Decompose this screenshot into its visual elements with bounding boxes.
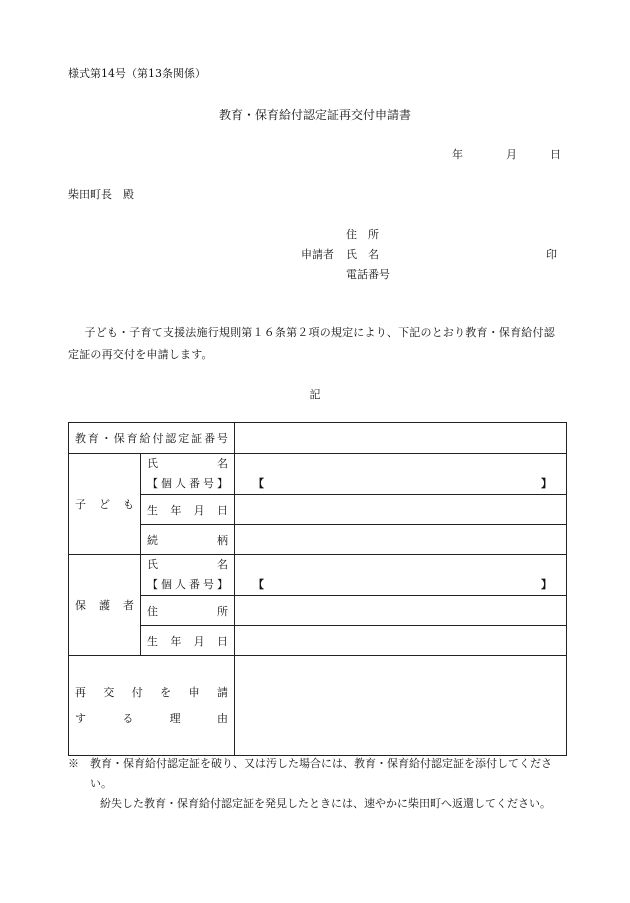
addressee: 柴田町長 殿 [68, 188, 134, 201]
guardian-address-field[interactable] [235, 596, 567, 626]
note-damaged: ※ 教育・保育給付認定証を破り、又は汚した場合には、教育・保育給付認定証を添付してください。 [68, 757, 552, 790]
date-day-label: 日 [550, 148, 561, 161]
ki-heading: 記 [309, 388, 321, 401]
child-name-field[interactable]: 【 】 [235, 454, 567, 495]
guardian-birthdate-label: 生 年 月 日 [141, 626, 235, 656]
guardian-birthdate-field[interactable] [235, 626, 567, 656]
guardian-group-label: 保 護 者 [69, 555, 141, 656]
date-year-label: 年 [452, 148, 463, 161]
seal-mark: 印 [546, 248, 557, 261]
reason-label: 再 交 付 を 申 請 す る 理 由 [69, 656, 235, 756]
applicant-name-label: 氏 名 [346, 248, 379, 261]
cert-number-field[interactable] [235, 423, 567, 454]
cert-number-label: 教 育 ・ 保 育 給 付 認 定 証 番 号 [69, 423, 235, 454]
child-birthdate-field[interactable] [235, 495, 567, 525]
applicant-role-label: 申請者 [301, 248, 334, 261]
notes [68, 754, 566, 814]
application-form-table [68, 422, 567, 756]
reason-field[interactable] [235, 656, 567, 756]
guardian-name-field[interactable]: 【 】 [235, 555, 567, 596]
child-relation-label: 続 柄 [141, 525, 235, 555]
date-month-label: 月 [506, 148, 517, 161]
child-birthdate-label: 生 年 月 日 [141, 495, 235, 525]
note-lost: 紛失した教育・保育給付認定証を発見したときには、速やかに柴田町へ返還してください。 [100, 797, 551, 810]
child-relation-field[interactable] [235, 525, 567, 555]
child-group-label: 子 ど も [69, 454, 141, 555]
form-number: 様式第14号（第13条関係） [68, 67, 206, 80]
application-statement: 子ども・子育て支援法施行規則第１６条第２項の規定により、下記のとおり教育・保育給付認定証の再交付を申請します。 [68, 326, 555, 361]
document-title: 教育・保育給付認定証再交付申請書 [218, 108, 411, 122]
child-name-label: 氏 名 【 個 人 番 号 】 [141, 454, 235, 495]
guardian-address-label: 住 所 [141, 596, 235, 626]
guardian-name-label: 氏 名 【 個 人 番 号 】 [141, 555, 235, 596]
applicant-phone-label: 電話番号 [346, 268, 390, 281]
applicant-address-label: 住 所 [346, 228, 379, 241]
